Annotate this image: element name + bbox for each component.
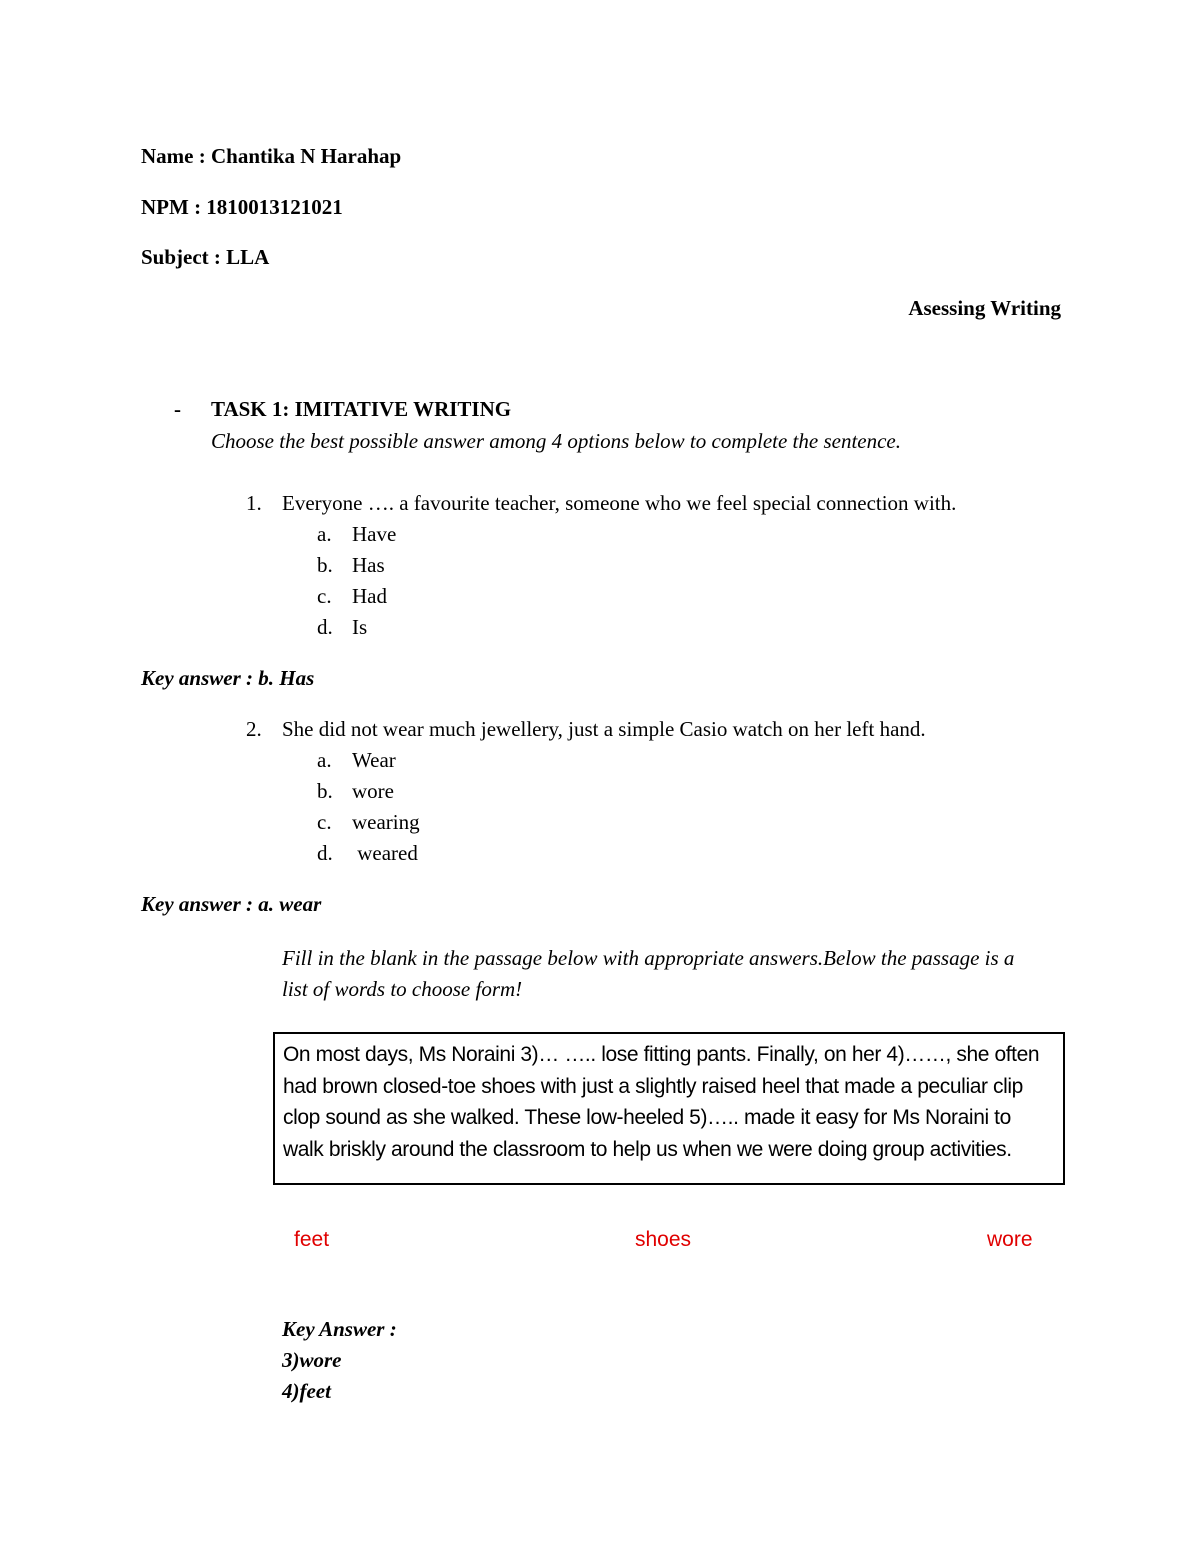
task-instruction: Choose the best possible answer among 4 options below to complete the sentence. — [211, 429, 901, 453]
q1-option-d-text: Is — [352, 615, 368, 639]
q2-option-a-text: Wear — [352, 748, 396, 772]
q2-option-c-text: wearing — [352, 810, 420, 834]
question-1-number: 1. — [246, 491, 262, 515]
document-title: Asessing Writing — [908, 296, 1061, 320]
q1-option-b-letter: b. — [317, 553, 333, 577]
word-choice-shoes: shoes — [635, 1228, 692, 1251]
q2-option-b-text: wore — [352, 779, 394, 803]
q1-option-b-text: Has — [352, 553, 385, 577]
question-1-key-answer: Key answer : b. Has — [141, 666, 315, 690]
question-2-number: 2. — [246, 717, 262, 741]
student-npm: NPM : 1810013121021 — [141, 195, 343, 219]
question-2-key-answer: Key answer : a. wear — [141, 892, 322, 916]
q1-option-d-letter: d. — [317, 615, 333, 639]
q1-option-a-letter: a. — [317, 522, 332, 546]
q1-option-a-text: Have — [352, 522, 397, 546]
task-bullet: - — [174, 397, 181, 421]
task-title: TASK 1: IMITATIVE WRITING — [211, 397, 512, 421]
q2-option-b-letter: b. — [317, 779, 333, 803]
q2-option-d-letter: d. — [317, 841, 333, 865]
word-choice-feet: feet — [294, 1228, 330, 1251]
fill-key-answer-4: 4)feet — [282, 1379, 331, 1403]
fill-key-answer-3: 3)wore — [282, 1348, 342, 1372]
fill-key-answer-title: Key Answer : — [282, 1317, 397, 1341]
q2-option-a-letter: a. — [317, 748, 332, 772]
passage-box: On most days, Ms Noraini 3)… ….. lose fitting pants. Finally, on her 4)……, she often had brown closed-toe shoes with just a slightly raised heel that made a peculiar clip clop sound as she walked. These low-heeled 5)….. made it easy for Ms Noraini to walk briskly around the classroom to help us when we were doing group activities. — [273, 1032, 1065, 1185]
fill-in-instruction: Fill in the blank in the passage below with appropriate answers.Below the passage is a list of words to choose form! — [282, 946, 1015, 1001]
q1-option-c-text: Had — [352, 584, 387, 608]
word-choice-wore: wore — [987, 1228, 1033, 1251]
student-name: Name : Chantika N Harahap — [141, 144, 402, 168]
q2-option-c-letter: c. — [317, 810, 332, 834]
q1-option-c-letter: c. — [317, 584, 332, 608]
subject-line: Subject : LLA — [141, 245, 270, 269]
q2-option-d-text: weared — [352, 841, 418, 865]
question-1-text: Everyone …. a favourite teacher, someone who we feel special connection with. — [282, 491, 957, 515]
question-2-text: She did not wear much jewellery, just a simple Casio watch on her left hand. — [282, 717, 926, 741]
